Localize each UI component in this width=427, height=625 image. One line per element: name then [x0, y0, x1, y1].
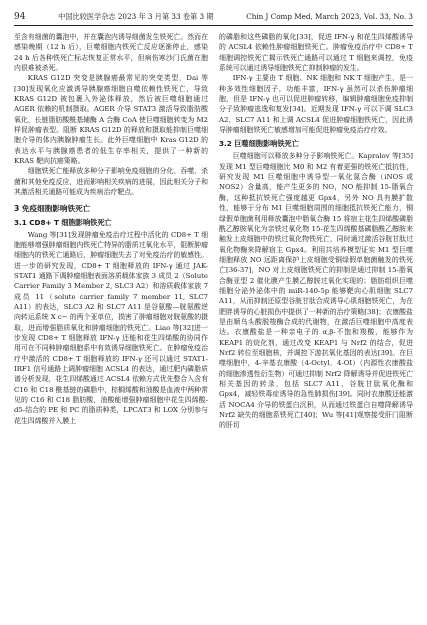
paragraph: IFN-γ 主要由 T 细胞、NK 细胞和 NK T 细胞产生，是一种多效性细胞因子，功能丰富，IFN-γ 虽然可以杀伤肿瘤细胞，但是 IFN-γ 也可以促进肿瘤转移，编辑肿瘤细胞免疫抑制分子致肿瘤逃逸和复发[34]。近期发现 IFN-γ 可以下调 SLC3 A2、SLC7 A11 和上调 ACSL4 促进肿瘤细胞铁死亡，因此诱导肿瘤细胞铁死亡敏感增加可能促进肿瘤免疫治疗疗效。 [219, 74, 413, 135]
paragraph: 细胞铁死亡能释放多种分子影响免疫细胞的分化、吞噬、杀菌和其他免疫反应，进而影响相关疾病的进展，因此相关分子和其激活相关通路可能成为疾病治疗靶点。 [14, 167, 208, 197]
running-header [14, 12, 413, 26]
section-heading: 3 免疫细胞影响铁死亡 [14, 203, 91, 213]
left-column [14, 32, 208, 431]
subsection-heading: 3.1 CD8+ T 细胞影响铁死亡 [14, 217, 112, 227]
paragraph: KRAS G12D 突变是胰腺癌最常见的突变类型，Dai 等[30]发现氧化应激诱导胰腺癌细胞自噬依赖性铁死亡，导致 KRAS G12D 被包裹入外泌体释放，然后被巨噬细胞通过 AGER 依赖的机制摄取。AGER 介导 STAT3 激活导致脂肪酸氧化，长链脂肪酸酰基辅酶 A 合酶 CoA 使巨噬细胞转变为 M2 样促肿瘤表型。阻断 KRAS G12D 的释放和摄取能抑制巨噬细胞介导的体内胰腺肿瘤生长。此外巨噬细胞中 Kras G12D 的表达水平与胰腺癌患者的低生存率相关，提供了一种新的 KRAS 靶向抗癌策略。 [14, 74, 208, 166]
right-column [219, 32, 413, 431]
page-number: 94 [14, 12, 26, 22]
subsection-heading: 3.2 巨噬细胞影响铁死亡 [219, 139, 299, 149]
journal-title-cn: 中国比较医学杂志 2023 年 3 月第 33 卷第 3 期 [58, 12, 214, 21]
paragraph: Wang 等[31]发现肿瘤免疫治疗过程中活化的 CD8+ T 细胞能够增强肿瘤细胞内铁死亡特异的脂质过氧化水平，阻断肿瘤细胞内的铁死亡通路后，肿瘤细胞失去了对免疫治疗的敏感性。进一步的研究发现，CD8+ T 细胞释放的 IFN-γ 通过 JAK-STAT1 通路下调肿瘤细胞表面溶质载体家族 3 成员 2（Solute Carrier Family 3 Member 2, SLC3 A2）和溶质载体家族 7 成员 11（solute carrier family 7 member 11, SLC7 A11）的表达，SLC3 A2 和 SLC7 A11 是谷氨酸—胱氨酸逆向转运系统 X c− 的两个亚单位，损害了肿瘤细胞对胱氨酸的摄取，进而增强脂质氧化和肿瘤细胞的铁死亡。Liao 等[32]进一步发现 CD8+ T 细胞释放 IFN-γ 还能和花生四烯酸的协同作用可在不同种肿瘤细胞系中有效诱导细胞铁死亡。在肿瘤免疫治疗中激活的 CD8+ T 细胞释放的 IFN-γ 还可以通过 STAT1-IRF1 信号通路上调肿瘤细胞 ACSL4 的表达，通过肥内磷脂质谱分析发现，花生四烯酸通过 ACSL4 依赖方式优先整合入含有 C16 和 C18 酰基链的磷脂中，棕榈烯酸和油酸是血液中两种常见的 C16 和 C18 脂肪酸，油酸能增强肿瘤细胞中花生四烯酸-d5-结合的 PE 和 PC 的脂质种类，LPCAT3 和 LOX 分别参与花生四烯酸并入膜上 [14, 230, 208, 425]
paragraph: 的磷脂和这些磷脂的氧化[33]，促进 IFN-γ 和花生四烯酸诱导的 ACSL4 依赖性肿瘤细胞铁死亡。肿瘤免疫治疗中 CD8+ T 细胞调控铁死亡揭示铁死亡通路可以通过 T 细胞来调控，免疫系统可以通过诱导细胞铁死亡抑制肿瘤的发生。 [219, 33, 413, 73]
two-column-body [14, 32, 413, 431]
paragraph: 巨噬细胞可以释放多种分子影响铁死亡。Kapralov 等[35]发现 M1 型巨噬细胞比 M0 和 M2 有着更强的铁死亡抵抗性，研究发现 M1 巨噬细胞中诱导型一氧化氮合酶（iNOS 或 NOS2）含量高，能产生更多的 NO，NO 能抑制 15-脂氧合酶，这种抵抗铁死亡强度越更 Gpx4，另外 NO 具有膜扩散性，能够于分布 M1 巨噬细胞周围的细胞抵抗铁死亡能力，铜绿假单胞菌利用释放囊泡中脂氧合酶 15 将宿主花生四烯酸磷脂酰乙醇胺氧化为亲铁过氧化物 15-花生四烯酸基磷脂酰乙醇胺来触发上皮细胞中的铁过氧化物铁死亡，同时通过激活谷胱甘肽过氧化物酶来降解宿主 Gpx4。利用共培养模型证实 M1 型巨噬细胞释放 NO 远距离保护上皮细胞受铜绿假单胞菌触发的铁死亡[36-37]，NO 对上皮细胞铁死亡的抑制是通过抑制 15-脂氧合酶亚型 2 催化膜产生膜乙醇胺过氧化实现的；脂肪组织巨噬细胞分泌外泌体中的 miR-140-5p 能够靶向心肌细胞 SLC7 A11，从而抑制还原型谷胱甘肽合成诱导心肌细胞铁死亡，为在肥胖诱导的心脏损伤中提供了一种新的治疗策略[38]；衣康酸盐是由顺乌头酸脱羧酶合成的代谢物，在激活巨噬细胞中高度表达。衣康酸盐是一种亲电子的 α,β-不饱和羧酸，能够作为 KEAP1 的烷化剂，通过改变 KEAP1 与 Nrf2 的结合，促进 Nrf2 转位至细胞核，并调控下游抗氧化基因的表达[39]。在巨噬细胞中，4-辛基衣康酸（4-Octyl，4-OI）（内源性衣康酸盐的细胞渗透性衍生物）可通过抑制 Nrf2 降解诱导并促进铁死亡相关基因的转录，包括 SLC7 A11、谷胱甘肽氧化酶和 Gpx4，减轻铁毒症诱导的急性肺损伤[39]。同时衣康酸还能激活 NOCA4 介导的铁蛋白沉积，从而通过铁蛋白自噬降解诱导 Nrf2 缺失的细胞系铁死亡[40]；Wu 等[41]观察接受肝门阻断的肝切 [219, 152, 413, 430]
journal-title-en: Chin J Comp Med, March 2023, Vol. 33, No. 3 [246, 12, 413, 21]
paragraph: 至含有细菌的囊泡中，并在囊泡内诱导细菌发生铁死亡。然而在感染晚期（12 h 后），巨噬细胞内铁死亡反应逐渐停止，感染 24 h 后各种铁死亡标志恢复正常水平，但病伤寒沙门氏菌在胞内很难被杀死。 [14, 33, 208, 73]
